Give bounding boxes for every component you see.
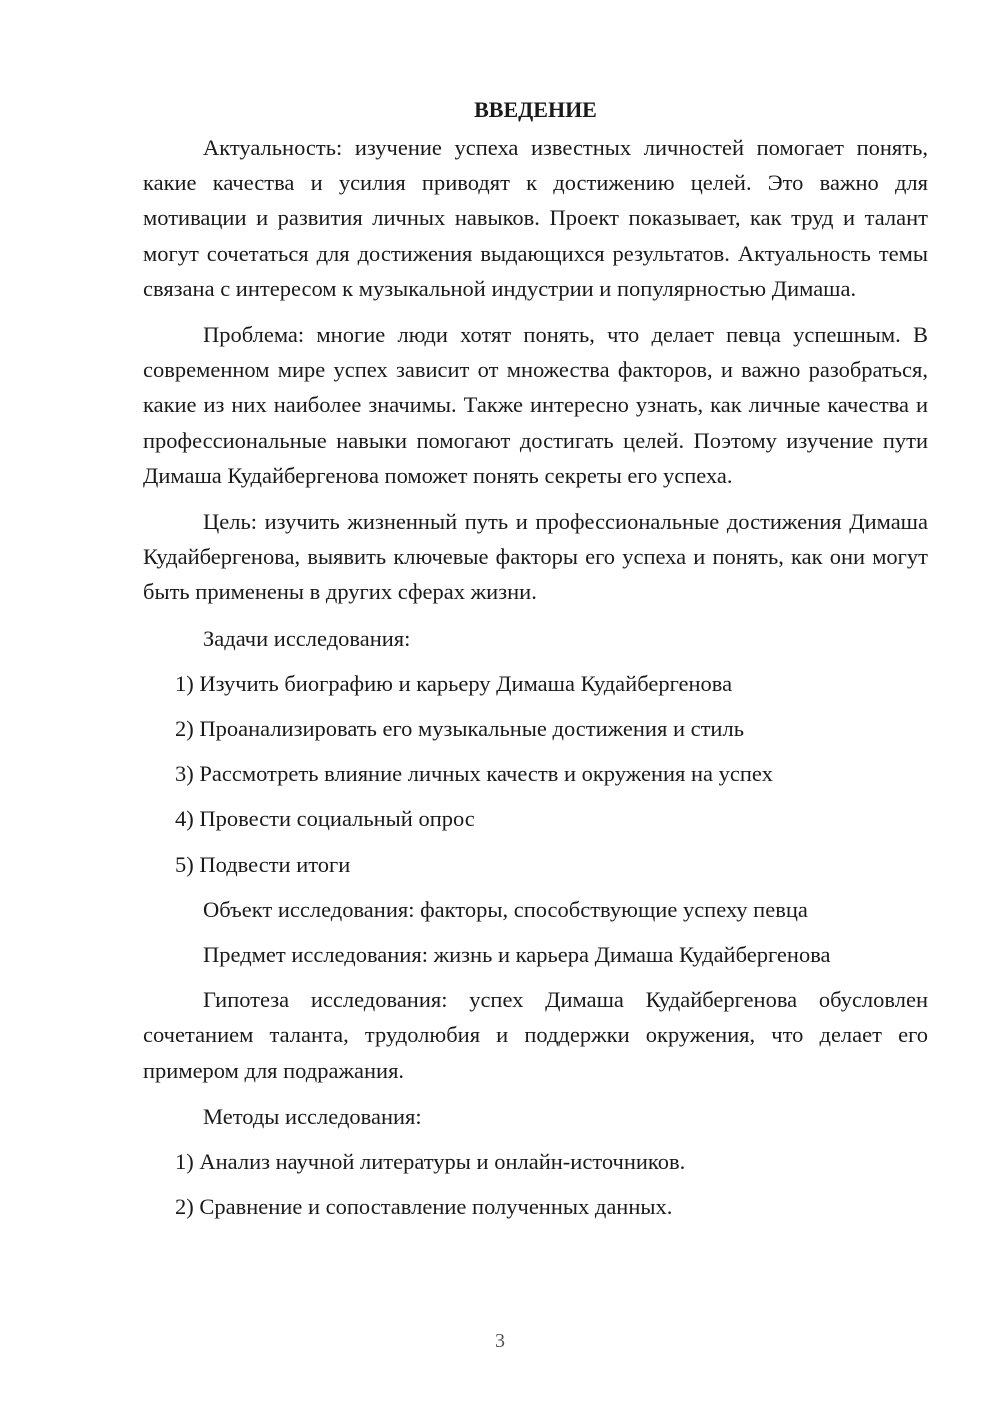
goal-paragraph: Цель: изучить жизненный путь и профессиональные достижения Димаша Кудайбергенова, выявить ключевые факторы его успеха и понять, как они могут быть применены в других сферах жизни. [143, 509, 928, 605]
list-item: 5) Подвести итоги [175, 851, 351, 877]
research-object: Объект исследования: факторы, способствующие успеху певца [203, 896, 808, 922]
relevance-paragraph: Актуальность: изучение успеха известных личностей помогает понять, какие качества и усилия приводят к достижению целей. Это важно для мотивации и развития личных навыков. Проект показывает, как труд и талант могут сочетаться для достижения выдающихся результатов. Актуальность темы связана с интересом к музыкальной индустрии и популярностью Димаша. [143, 135, 928, 301]
page-title: ВВЕДЕНИЕ [474, 97, 597, 122]
list-item: 2) Сравнение и сопоставление полученных данных. [175, 1194, 673, 1220]
hypothesis-paragraph: Гипотеза исследования: успех Димаша Кудайбергенова обусловлен сочетанием таланта, трудолюбия и поддержки окружения, что делает его примером для подражания. [143, 987, 928, 1083]
tasks-heading: Задачи исследования: [203, 625, 411, 651]
problem-paragraph: Проблема: многие люди хотят понять, что делает певца успешным. В современном мире успех зависит от множества факторов, и важно разобраться, какие из них наиболее значимы. Также интересно узнать, как личные качества и профессиональные навыки помогают достигать целей. Поэтому изучение пути Димаша Кудайбергенова поможет понять секреты его успеха. [143, 322, 928, 488]
methods-list [143, 1144, 928, 1224]
list-item: 2) Проанализировать его музыкальные достижения и стиль [175, 716, 744, 742]
research-subject: Предмет исследования: жизнь и карьера Димаша Кудайбергенова [203, 942, 831, 968]
tasks-list [143, 666, 928, 882]
document-page [143, 92, 928, 1234]
methods-heading: Методы исследования: [203, 1103, 422, 1129]
list-item: 1) Анализ научной литературы и онлайн-источников. [175, 1149, 686, 1175]
page-number: 3 [495, 1330, 505, 1352]
list-item: 1) Изучить биографию и карьеру Димаша Кудайбергенова [175, 670, 733, 696]
list-item: 3) Рассмотреть влияние личных качеств и окружения на успех [175, 761, 773, 787]
list-item: 4) Провести социальный опрос [175, 806, 475, 832]
